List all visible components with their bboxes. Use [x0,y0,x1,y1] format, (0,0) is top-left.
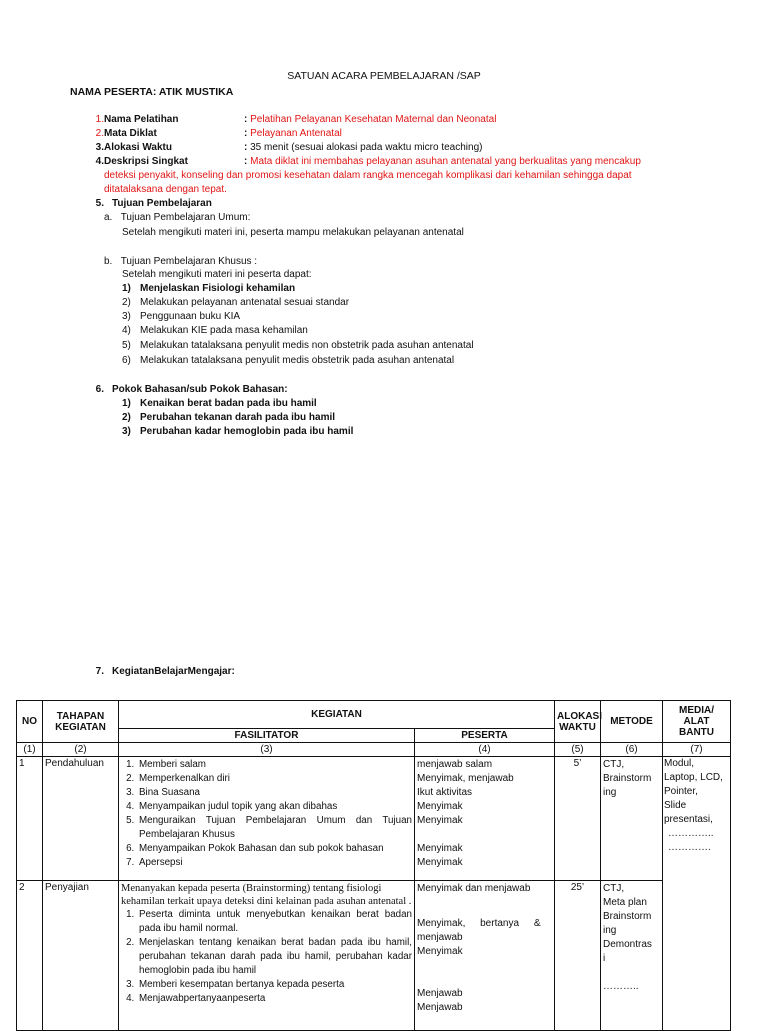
tpu-heading: a. Tujuan Pembelajaran Umum: [104,212,251,223]
item-alokasi-waktu: 3. Alokasi Waktu : 35 menit (sesuai alokasi pada waktu micro teaching) [95,142,483,153]
header-fasilitator: FASILITATOR [119,729,415,743]
header-alokasi: ALOKASI WAKTU [555,701,601,743]
participant-name: NAMA PESERTA: ATIK MUSTIKA [70,86,234,98]
peserta-activities: Menyimak dan menjawab Menyimak, bertanya & menjawab Menyimak Menjawab Menjawab [415,881,555,1031]
item-mata-diklat: 2. Mata Diklat : Pelayanan Antenatal [95,128,342,139]
tpk-text: Setelah mengikuti materi ini peserta dapat: [122,269,312,280]
kegiatan-table [16,700,731,1031]
tpk-item: 3) Penggunaan buku KIA [122,311,241,322]
tpk-item: 2) Melakukan pelayanan antenatal sesuai standar [122,297,350,308]
tpk-item: 5) Melakukan tatalaksana penyulit medis non obstetrik pada asuhan antenatal [122,340,474,351]
table-row: 1 Pendahuluan 1. Memberi salam 2. Memperkenalkan diri 3. Bina Suasana 4. Menyampaikan judul topik yang akan dibahas 5. Menguraikan Tujuan Pembelajaran Umum dan Tujuan Pembelajaran Khusus 6. Menyampaikan Pokok Bahasan dan sub pokok bahasan 7. Apersepsi menjawab salam Menyimak, menjawab Ikut aktivitas Menyimak Menyimak Menyimak Menyimak 5’ CTJ, Brainstorm ing Modul, Laptop, LCD, Pointer, Slide presentasi, ………….. …………. [17,757,731,881]
header-media: MEDIA/ ALAT BANTU [663,701,731,743]
header-no: NO [17,701,43,743]
tpk-heading: b. Tujuan Pembelajaran Khusus : [104,256,258,267]
header-peserta: PESERTA [415,729,555,743]
header-kegiatan: KEGIATAN [119,701,555,729]
table-row: 2 Penyajian Menanyakan kepada peserta (Brainstorming) tentang fisiologi kehamilan terkait upaya deteksi dini kelainan pada asuhan antenatal . 1. Peserta diminta untuk menyebutkan kenaikan berat badan pada ibu hamil normal. 2. Menjelaskan tentang kenaikan berat badan pada ibu hamil, perubahan tekanan darah pada ibu hamil, perubahan kadar hemoglobin pada ibu hamil 3. Memberi kesempatan bertanya kepada peserta 4. Menjawabpertanyaanpeserta Menyimak dan menjawab Menyimak, bertanya & menjawab Menyimak Menjawab Menjawab 25’ CTJ, Meta plan Brainstorm ing Demontras i ……….. [17,881,731,1031]
header-metode: METODE [601,701,663,743]
pokok-bahasan-item: 3) Perubahan kadar hemoglobin pada ibu hamil [122,426,354,437]
description-continuation-2: ditatalaksana dengan tepat. [104,184,227,195]
section-tujuan-pembelajaran: 5. Tujuan Pembelajaran [95,198,212,209]
pokok-bahasan-item: 1) Kenaikan berat badan pada ibu hamil [122,398,317,409]
media-list: Modul, Laptop, LCD, Pointer, Slide presentasi, ………….. …………. [663,757,731,1031]
peserta-activities: menjawab salam Menyimak, menjawab Ikut aktivitas Menyimak Menyimak Menyimak Menyimak [415,757,555,881]
tpk-item: 1) Menjelaskan Fisiologi kehamilan [122,283,296,294]
section-pokok-bahasan: 6. Pokok Bahasan/sub Pokok Bahasan: [95,384,288,395]
item-nama-pelatihan: 1. Nama Pelatihan : Pelatihan Pelayanan Kesehatan Maternal dan Neonatal [95,114,497,125]
section-kegiatan-belajar: 7. KegiatanBelajarMengajar: [95,666,235,677]
metode-list: CTJ, Meta plan Brainstorm ing Demontras i ……….. [601,881,663,1031]
fasilitator-activities: Menanyakan kepada peserta (Brainstorming) tentang fisiologi kehamilan terkait upaya deteksi dini kelainan pada asuhan antenatal . 1. Peserta diminta untuk menyebutkan kenaikan berat badan pada ibu hamil normal. 2. Menjelaskan tentang kenaikan berat badan pada ibu hamil, perubahan tekanan darah pada ibu hamil, perubahan kadar hemoglobin pada ibu hamil 3. Memberi kesempatan bertanya kepada peserta 4. Menjawabpertanyaanpeserta [119,881,415,1031]
page-title: SATUAN ACARA PEMBELAJARAN /SAP [287,70,481,82]
tpu-text: Setelah mengikuti materi ini, peserta mampu melakukan pelayanan antenatal [122,227,464,238]
tpk-item: 4) Melakukan KIE pada masa kehamilan [122,325,308,336]
header-tahapan: TAHAPAN KEGIATAN [43,701,119,743]
pokok-bahasan-item: 2) Perubahan tekanan darah pada ibu hamil [122,412,336,423]
fasilitator-activities: 1. Memberi salam 2. Memperkenalkan diri 3. Bina Suasana 4. Menyampaikan judul topik yang akan dibahas 5. Menguraikan Tujuan Pembelajaran Umum dan Tujuan Pembelajaran Khusus 6. Menyampaikan Pokok Bahasan dan sub pokok bahasan 7. Apersepsi [119,757,415,881]
tpk-item: 6) Melakukan tatalaksana penyulit medis obstetrik pada asuhan antenatal [122,355,455,366]
column-number-row: (1) (2) (3) (4) (5) (6) (7) [17,743,731,757]
description-continuation-1: deteksi penyakit, konseling dan promosi kesehatan dalam rangka mencegah komplikasi dari kehamilan sehingga dapat [104,170,632,181]
item-deskripsi-singkat: 4. Deskripsi Singkat : Mata diklat ini membahas pelayanan asuhan antenatal yang berkualitas yang mencakup [95,156,641,167]
